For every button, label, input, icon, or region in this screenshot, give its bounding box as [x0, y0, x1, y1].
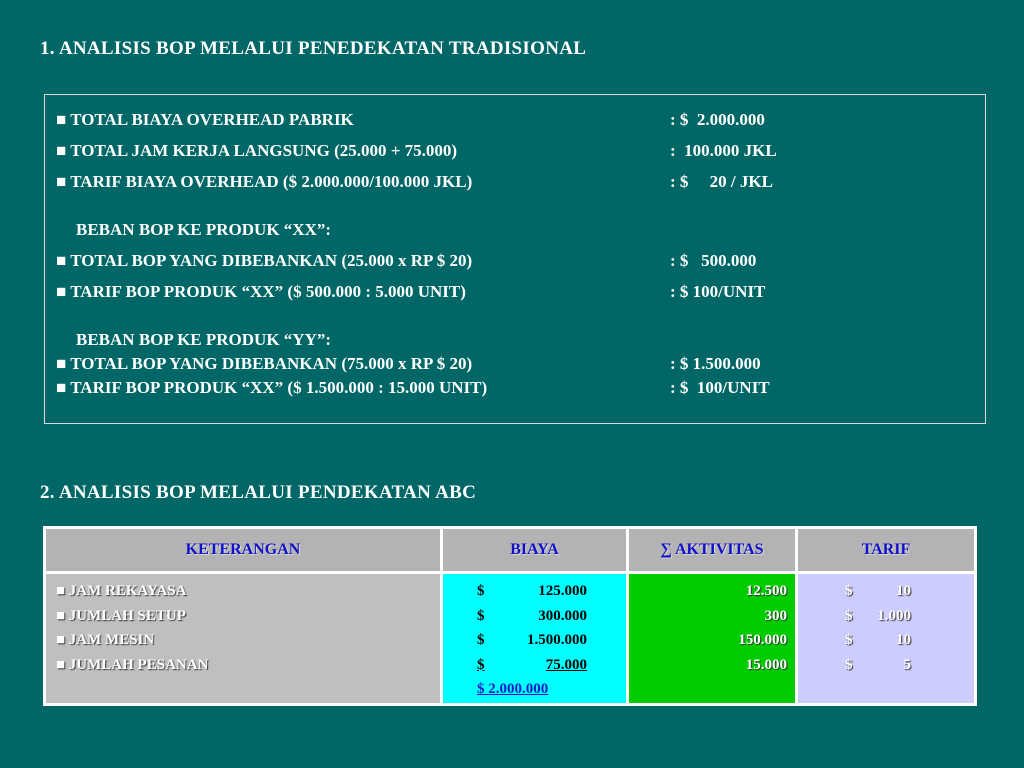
aktivitas-cell — [628, 573, 797, 705]
aktivitas-value: 300 — [764, 607, 787, 624]
line-value: : $ 1.500.000 — [670, 354, 761, 373]
tarif-value: $ 10 — [845, 583, 911, 599]
tarif-value: $ 5 — [845, 656, 911, 673]
line-label: ■ TARIF BOP PRODUK “XX” ($ 1.500.000 : 15.000 UNIT) — [56, 378, 488, 397]
table-header-row — [45, 528, 976, 573]
header-tarif: TARIF — [797, 528, 976, 573]
line-value: : $ 100/UNIT — [670, 282, 766, 301]
header-biaya: BIAYA — [442, 528, 628, 573]
line-value: : $ 500.000 — [670, 251, 757, 270]
table-body-row — [45, 573, 976, 705]
tarif-value: $ 1.000 — [845, 607, 911, 624]
list-item: ■ JUMLAH SETUP — [56, 607, 186, 624]
tarif-value: $ 10 — [845, 632, 911, 648]
list-item: ■ JAM REKAYASA — [56, 583, 187, 599]
line-label: ■ TOTAL BOP YANG DIBEBANKAN (75.000 x RP $ 20) — [56, 354, 473, 373]
biaya-value: $ 1.500.000 — [477, 632, 587, 648]
line-value: : 100.000 JKL — [670, 141, 777, 160]
line-label: ■ TOTAL JAM KERJA LANGSUNG (25.000 + 75.000) — [56, 141, 458, 160]
abc-table — [43, 526, 977, 706]
section2-title: 2. ANALISIS BOP MELALUI PENDEKATAN ABC — [40, 482, 477, 503]
section1-title: 1. ANALISIS BOP MELALUI PENEDEKATAN TRADISIONAL — [40, 38, 587, 59]
line-label: ■ TOTAL BIAYA OVERHEAD PABRIK — [56, 110, 354, 129]
list-item: ■ JAM MESIN — [56, 632, 155, 648]
list-item: ■ JUMLAH PESANAN — [56, 656, 209, 673]
line-value: : $ 2.000.000 — [670, 110, 765, 129]
aktivitas-value: 150.000 — [738, 632, 787, 648]
aktivitas-value: 12.500 — [745, 583, 787, 599]
produk-yy-heading: BEBAN BOP KE PRODUK “YY”: — [76, 330, 332, 349]
line-value: : $ 100/UNIT — [670, 378, 770, 397]
line-label: ■ TOTAL BOP YANG DIBEBANKAN (25.000 x RP $ 20) — [56, 251, 473, 270]
biaya-value: $ 300.000 — [477, 607, 587, 624]
produk-xx-heading: BEBAN BOP KE PRODUK “XX”: — [76, 220, 332, 239]
keterangan-cell — [45, 573, 442, 705]
biaya-value: $ 75.000 — [477, 656, 587, 673]
header-aktivitas: ∑ AKTIVITAS — [628, 528, 797, 573]
line-label: ■ TARIF BIAYA OVERHEAD ($ 2.000.000/100.000 JKL) — [56, 172, 473, 191]
header-keterangan: KETERANGAN — [45, 528, 442, 573]
line-label: ■ TARIF BOP PRODUK “XX” ($ 500.000 : 5.000 UNIT) — [56, 282, 466, 301]
line-value: : $ 20 / JKL — [670, 172, 773, 191]
tarif-cell — [797, 573, 976, 705]
aktivitas-value: 15.000 — [745, 656, 787, 673]
biaya-cell — [442, 573, 628, 705]
biaya-total: $ 2.000.000 — [477, 681, 549, 697]
biaya-value: $ 125.000 — [477, 583, 587, 599]
